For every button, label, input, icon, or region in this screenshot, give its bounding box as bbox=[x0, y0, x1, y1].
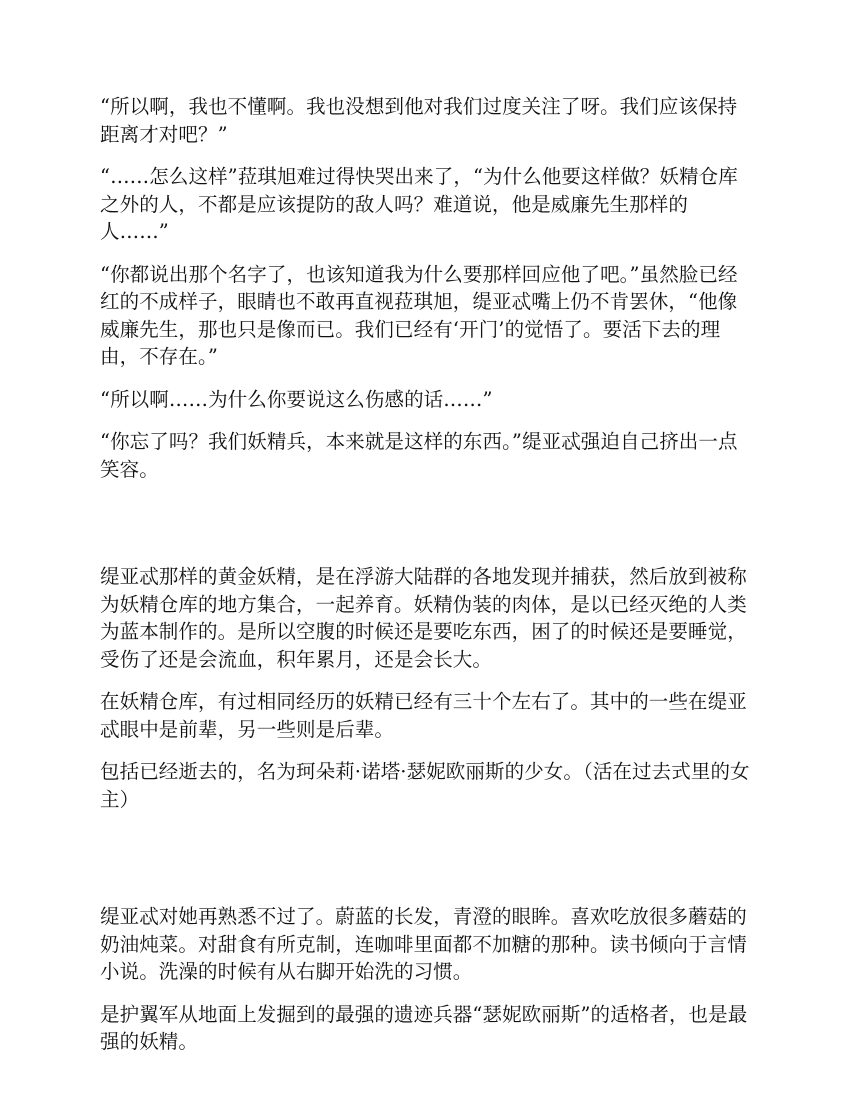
paragraph: 在妖精仓库，有过相同经历的妖精已经有三十个左右了。其中的一些在缇亚忒眼中是前辈，另一些则是后辈。 bbox=[100, 690, 747, 741]
section-break bbox=[100, 498, 752, 563]
document-page bbox=[100, 93, 752, 1071]
paragraph: “你忘了吗？我们妖精兵，本来就是这样的东西。”缇亚忒强迫自己挤出一点笑容。 bbox=[100, 430, 738, 481]
paragraph: “你都说出那个名字了，也该知道我为什么要那样回应他了吧。”虽然脸已经红的不成样子，眼睛也不敢再直视菈琪旭，缇亚忒嘴上仍不肯罢休，“他像威廉先生，那也只是像而已。我们已经有‘开门’的觉悟了。要活下去的理由，不存在。” bbox=[100, 262, 738, 368]
section-break bbox=[100, 828, 752, 903]
paragraph: 缇亚忒对她再熟悉不过了。蔚蓝的长发，青澄的眼眸。喜欢吃放很多蘑菇的奶油炖菜。对甜食有所克制，连咖啡里面都不加糖的那种。读书倾向于言情小说。洗澡的时候有从右脚开始洗的习惯。 bbox=[100, 905, 747, 983]
paragraph: 包括已经逝去的，名为珂朵莉·诺塔·瑟妮欧丽斯的少女。（活在过去式里的女主） bbox=[100, 760, 750, 811]
paragraph: “所以啊……为什么你要说这么伤感的话……” bbox=[100, 387, 493, 411]
paragraph: “……怎么这样”菈琪旭难过得快哭出来了，“为什么他要这样做？妖精仓库之外的人，不都是应该提防的敌人吗？难道说，他是威廉先生那样的人……” bbox=[100, 165, 738, 243]
paragraph: 缇亚忒那样的黄金妖精，是在浮游大陆群的各地发现并捕获，然后放到被称为妖精仓库的地方集合，一起养育。妖精伪装的肉体，是以已经灭绝的人类为蓝本制作的。是所以空腹的时候还是要吃东西，困了的时候还是要睡觉，受伤了还是会流血，积年累月，还是会长大。 bbox=[100, 565, 747, 671]
paragraph: 是护翼军从地面上发掘到的最强的遗迹兵器“瑟妮欧丽斯”的适格者，也是最强的妖精。 bbox=[100, 1002, 748, 1053]
paragraph: “所以啊，我也不懂啊。我也没想到他对我们过度关注了呀。我们应该保持距离才对吧？” bbox=[100, 95, 738, 146]
